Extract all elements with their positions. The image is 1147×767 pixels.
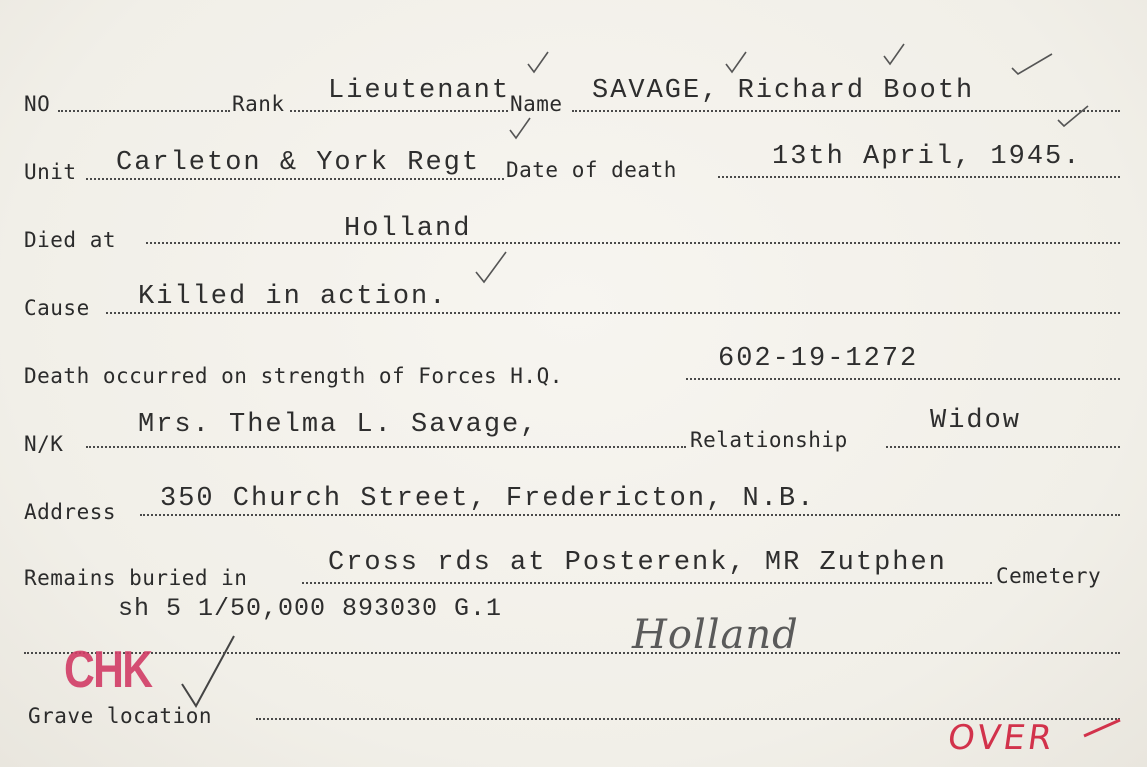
no-dots <box>58 110 230 112</box>
chk-stamp: CHK <box>64 641 152 699</box>
check-mark-icon <box>1056 104 1090 130</box>
date-of-death-dots <box>718 176 1120 178</box>
address-label: Address <box>24 500 117 524</box>
remains-buried-value: Cross rds at Posterenk, MR Zutphen <box>328 548 947 578</box>
name-label: Name <box>510 92 563 116</box>
unit-value: Carleton & York Regt <box>116 148 481 178</box>
date-of-death-label: Date of death <box>506 158 677 182</box>
cemetery-label: Cemetery <box>996 564 1102 588</box>
address-dots <box>140 514 1120 516</box>
over-arrow-icon <box>1082 716 1122 740</box>
nk-label: N/K <box>24 432 64 456</box>
rank-value: Lieutenant <box>328 76 511 106</box>
relationship-value: Widow <box>930 406 1022 436</box>
check-mark-icon <box>882 42 908 68</box>
unit-dots <box>86 178 504 180</box>
map-reference-value: sh 5 1/50,000 893030 G.1 <box>118 594 503 623</box>
death-occurred-dots <box>686 378 1120 380</box>
over-annotation: OVER <box>945 718 1058 758</box>
cause-label: Cause <box>24 296 90 320</box>
remains-buried-label: Remains buried in <box>24 566 248 590</box>
name-value: SAVAGE, Richard Booth <box>592 76 975 106</box>
relationship-dots <box>886 446 1120 448</box>
nk-dots <box>86 446 686 448</box>
died-at-dots <box>146 242 1120 244</box>
death-occurred-label: Death occurred on strength of Forces H.Q. <box>24 364 563 388</box>
check-mark-icon <box>474 250 508 286</box>
cause-dots <box>106 312 1120 314</box>
nk-value: Mrs. Thelma L. Savage, <box>138 410 539 440</box>
date-of-death-value: 13th April, 1945. <box>772 142 1082 172</box>
rank-dots <box>290 110 508 112</box>
check-mark-icon <box>724 50 750 76</box>
rank-label: Rank <box>232 92 285 116</box>
handwritten-annotation: Holland <box>632 612 799 658</box>
service-number-value: 602-19-1272 <box>718 344 919 374</box>
unit-label: Unit <box>24 160 77 184</box>
died-at-label: Died at <box>24 228 117 252</box>
died-at-value: Holland <box>344 214 472 244</box>
no-label: NO <box>24 92 51 116</box>
grave-location-label: Grave location <box>28 704 213 728</box>
remains-buried-dots <box>302 582 992 584</box>
check-mark-icon <box>508 116 534 142</box>
cause-value: Killed in action. <box>138 282 448 312</box>
check-mark-icon <box>1010 52 1054 78</box>
address-value: 350 Church Street, Fredericton, N.B. <box>160 484 816 514</box>
relationship-label: Relationship <box>690 428 848 452</box>
check-mark-icon <box>526 50 552 76</box>
name-dots <box>572 110 1120 112</box>
check-mark-icon <box>180 634 236 710</box>
